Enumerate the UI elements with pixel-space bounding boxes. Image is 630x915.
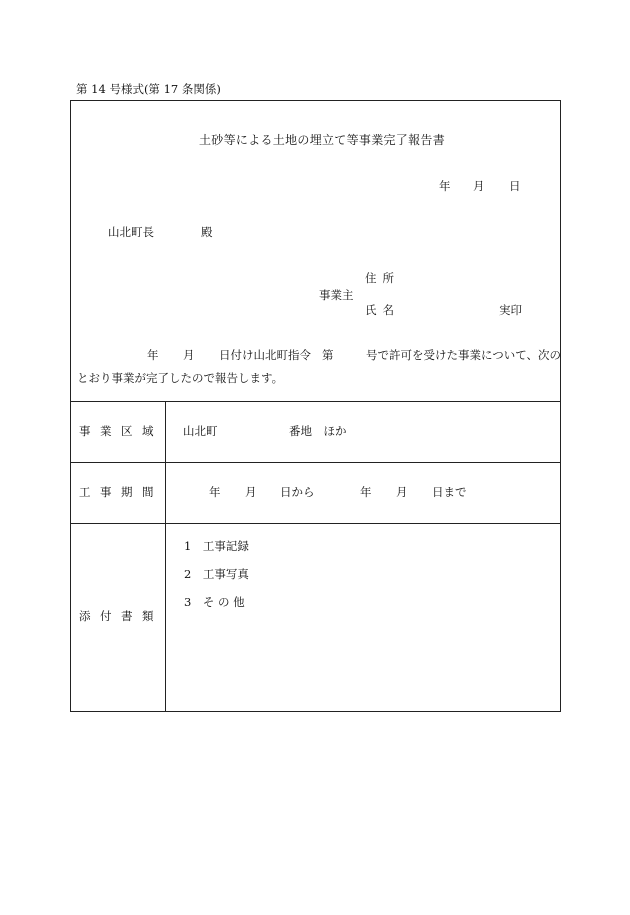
permit-month: 月 <box>183 348 195 362</box>
period-end-day: 日まで <box>432 485 467 499</box>
period-start-day: 日から <box>280 485 315 499</box>
permit-date-suffix: 日付け山北町指令 <box>219 348 311 362</box>
report-date-month: 月 <box>473 179 485 193</box>
attachment-item: 2 工事写真 <box>184 567 249 581</box>
applicant-name-label: 氏名 <box>365 303 400 317</box>
period-label: 工事期間 <box>79 485 163 499</box>
site-label: 事業区域 <box>79 424 163 438</box>
attachments-label: 添付書類 <box>79 609 163 623</box>
report-date-year: 年 <box>439 179 451 193</box>
permit-body-rest: 号で許可を受けた事業について、次の <box>366 348 562 362</box>
period-end-month: 月 <box>396 485 408 499</box>
period-start-month: 月 <box>245 485 257 499</box>
report-date-day: 日 <box>509 179 521 193</box>
seal-label: 実印 <box>499 303 522 317</box>
period-start-year: 年 <box>209 485 221 499</box>
document-title: 土砂等による土地の埋立て等事業完了報告書 <box>199 133 446 147</box>
addressee: 山北町長 <box>108 225 154 239</box>
period-end-year: 年 <box>360 485 372 499</box>
report-form-frame <box>70 100 561 712</box>
addressee-honorific: 殿 <box>201 225 213 239</box>
form-number: 第 14 号様式(第 17 条関係) <box>76 82 221 96</box>
attachment-item: 1 工事記録 <box>184 539 249 553</box>
site-lot: 番地 ほか <box>289 424 347 438</box>
permit-year: 年 <box>147 348 159 362</box>
permit-number-prefix: 第 <box>322 348 334 362</box>
divider <box>71 401 560 402</box>
divider <box>71 523 560 524</box>
applicant-address-label: 住所 <box>365 271 400 285</box>
column-divider <box>165 401 166 712</box>
divider <box>71 462 560 463</box>
body-text-line-2: とおり事業が完了したので報告します。 <box>77 371 284 385</box>
applicant-label: 事業主 <box>319 288 354 302</box>
attachment-item: 3 そ の 他 <box>184 595 245 609</box>
site-town: 山北町 <box>183 424 218 438</box>
